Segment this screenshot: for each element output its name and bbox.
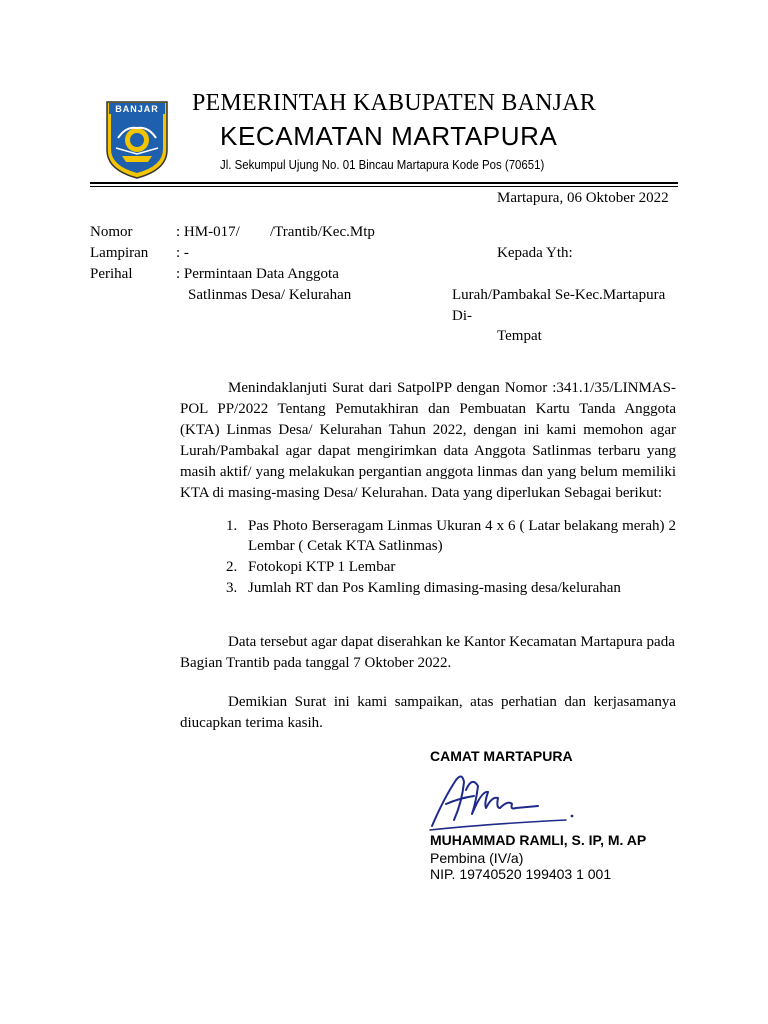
list-item-1-num: 1. bbox=[226, 518, 238, 534]
perihal-value-line2: Satlinmas Desa/ Kelurahan bbox=[188, 287, 352, 303]
list-item-1-line1: Pas Photo Berseragam Linmas Ukuran 4 x 6 ( Latar belakang merah) 2 bbox=[248, 518, 676, 534]
para3-line-2: diucapkan terima kasih. bbox=[180, 715, 323, 731]
district-name: KECAMATAN MARTAPURA bbox=[220, 121, 558, 151]
list-item-3-line1: Jumlah RT dan Pos Kamling dimasing-masing desa/kelurahan bbox=[248, 580, 621, 596]
perihal-label: Perihal bbox=[90, 266, 133, 282]
perihal-value-line1: : Permintaan Data Anggota bbox=[176, 266, 339, 282]
nomor-value-suffix: /Trantib/Kec.Mtp bbox=[270, 224, 375, 240]
letter-date: Martapura, 06 Oktober 2022 bbox=[497, 190, 669, 206]
recipient-di: Di- bbox=[452, 308, 472, 324]
para2-line-1: Data tersebut agar dapat diserahkan ke Kantor Kecamatan Martapura pada bbox=[228, 634, 675, 650]
para1-line-5: masih aktif/ yang melakukan pergantian anggota linmas dan yang belum memiliki bbox=[180, 464, 676, 480]
logo-text: BANJAR bbox=[115, 104, 159, 114]
recipient-name: Lurah/Pambakal Se-Kec.Martapura bbox=[452, 287, 666, 303]
letterhead-rule-thick bbox=[90, 182, 678, 184]
list-item-2-num: 2. bbox=[226, 559, 238, 575]
nomor-value-prefix: : HM-017/ bbox=[176, 224, 240, 240]
list-item-1-line2: Lembar ( Cetak KTA Satlinmas) bbox=[248, 538, 443, 554]
recipient-greeting: Kepada Yth: bbox=[497, 245, 573, 261]
list-item-3-num: 3. bbox=[226, 580, 238, 596]
signatory-name: MUHAMMAD RAMLI, S. IP, M. AP bbox=[430, 832, 647, 848]
government-name: PEMERINTAH KABUPATEN BANJAR bbox=[192, 90, 596, 116]
office-address: Jl. Sekumpul Ujung No. 01 Bincau Martapura Kode Pos (70651) bbox=[220, 157, 545, 172]
recipient-place: Tempat bbox=[497, 328, 542, 344]
list-item-2-line1: Fotokopi KTP 1 Lembar bbox=[248, 559, 396, 575]
signatory-title: CAMAT MARTAPURA bbox=[430, 748, 573, 764]
handwritten-signature bbox=[426, 768, 586, 834]
para2-line-2: Bagian Trantib pada tanggal 7 Oktober 2022. bbox=[180, 655, 452, 671]
para1-line-1: Menindaklanjuti Surat dari SatpolPP dengan Nomor :341.1/35/LINMAS- bbox=[228, 380, 676, 396]
nomor-label: Nomor bbox=[90, 224, 133, 240]
para3-line-1: Demikian Surat ini kami sampaikan, atas perhatian dan kerjasamanya bbox=[228, 694, 676, 710]
lampiran-label: Lampiran bbox=[90, 245, 149, 261]
letterhead-rule-thin bbox=[90, 186, 678, 187]
para1-line-3: (KTA) Linmas Desa/ Kelurahan Tahun 2022, dengan ini kami memohon agar bbox=[180, 422, 676, 438]
signatory-rank: Pembina (IV/a) bbox=[430, 850, 524, 866]
para1-line-2: POL PP/2022 Tentang Pemutakhiran dan Pembuatan Kartu Tanda Anggota bbox=[180, 401, 676, 417]
para1-line-4: Lurah/Pambakal agar dapat mengirimkan data Anggota Satlinmas terbaru yang bbox=[180, 443, 676, 459]
para1-line-6: KTA di masing-masing Desa/ Kelurahan. Data yang diperlukan Sebagai berikut: bbox=[180, 485, 662, 501]
regency-logo bbox=[104, 98, 170, 180]
signatory-nip: NIP. 19740520 199403 1 001 bbox=[430, 866, 612, 882]
lampiran-value: : - bbox=[176, 245, 189, 261]
